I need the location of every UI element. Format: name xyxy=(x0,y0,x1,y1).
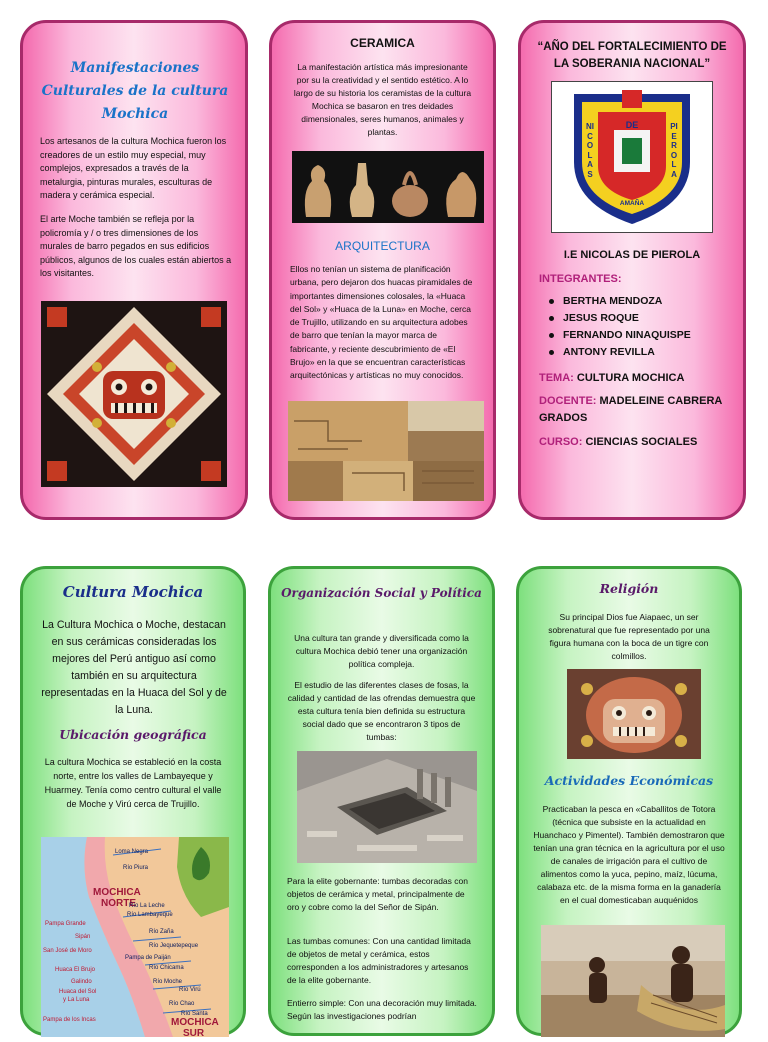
panel-manifestaciones xyxy=(20,20,248,520)
map-label-moche: Río Moche xyxy=(153,979,183,985)
curso-label: CURSO: xyxy=(539,436,583,448)
manifestaciones-title: Manifestaciones Culturales de la cultura Mochica xyxy=(41,60,229,122)
map-label-jequetepeque: Río Jequetepeque xyxy=(149,943,199,949)
map-label-sipan: Sipán xyxy=(75,934,91,940)
actividades-text: Practicaban la pesca en «Caballitos de Totora (técnica que subsiste en la actualidad en Huanchaco y Pimentel). También demostraron que tenían una gran técnica en la agricultura por el uso de canales de irrigación para el cultivo de alimentos como la yuca, pepino, maíz, lúcuma, calabaza etc. de la misma forma en la ganadería en el cual domesticaban auquénidos xyxy=(533,804,725,905)
map-label-chao: Río Chao xyxy=(169,1001,195,1007)
map-label-galindo: Galindo xyxy=(71,979,92,985)
panel-cultura-mochica xyxy=(20,566,246,1039)
member-item: FERNANDO NINAQUISPE xyxy=(539,327,729,344)
school-name: I.E NICOLAS DE PIEROLA xyxy=(563,249,701,261)
mochica-map xyxy=(41,837,229,1037)
religion-title: Religión xyxy=(599,581,659,596)
actividades-title: Actividades Económicas xyxy=(544,773,714,788)
organizacion-text-5: Entierro simple: Con una decoración muy limitada. Según las investigaciones podrían xyxy=(287,998,477,1021)
map-label-sur1: MOCHICA xyxy=(171,1017,219,1028)
tema-value: CULTURA MOCHICA xyxy=(576,372,685,384)
school-crest xyxy=(551,81,713,233)
year-title: “AÑO DEL FORTALECIMIENTO DE LA SOBERANIA NACIONAL” xyxy=(537,41,727,70)
map-label-la-leche: Río La Leche xyxy=(129,903,165,909)
crest-right-text: PIEROLA xyxy=(670,122,678,179)
docente-value: MADELEINE CABRERA GRADOS xyxy=(539,395,722,424)
integrantes-label: INTEGRANTES: xyxy=(539,273,622,285)
member-item: JESUS ROQUE xyxy=(539,310,729,327)
map-label-viru: Río Virú xyxy=(179,987,201,993)
ceramica-text: La manifestación artística más impresionante por su la creatividad y el sentido estético. A lo largo de su historia los ceramistas de la cultura Mochica se basaron en tres deidades dimensionales, seres humanos, animales y plantas. xyxy=(293,62,472,137)
map-label-san-jose: San José de Moro xyxy=(43,948,92,954)
map-label-huaca-brujo: Huaca El Brujo xyxy=(55,967,96,973)
map-label-pampa-incas: Pampa de los Incas xyxy=(43,1017,96,1023)
map-label-norte2: NORTE xyxy=(101,898,136,909)
aiapaec-image xyxy=(567,669,701,759)
organizacion-text-2: El estudio de las diferentes clases de fosas, la calidad y cantidad de las ofrendas demuestra que esta cultura tenía bien definida su estructura social dado que se encontraron 3 tipos de tumbas: xyxy=(287,680,476,742)
map-label-rio-piura: Río Piura xyxy=(123,865,149,871)
arquitectura-title: ARQUITECTURA xyxy=(335,239,430,253)
religion-text: Su principal Dios fue Aiapaec, un ser sobrenatural que fue representado por una figura humana con la boca de un tigre con colmillos. xyxy=(548,612,710,661)
organizacion-text-4: Las tumbas comunes: Con una cantidad limitada de objetos de metal y cerámica, estos corresponden a los administradores y artesanos de la elite gobernante. xyxy=(287,936,471,985)
members-list xyxy=(539,293,729,361)
member-item: ANTONY REVILLA xyxy=(539,344,729,361)
curso-line xyxy=(539,434,731,451)
docente-label: DOCENTE: xyxy=(539,395,597,407)
arquitectura-image xyxy=(288,401,484,501)
ceramica-image xyxy=(292,151,484,223)
curso-value: CIENCIAS SOCIALES xyxy=(585,436,698,448)
map-label-lambayeque: Río Lambayeque xyxy=(127,912,173,918)
crest-left-text: NICOLAS xyxy=(586,122,594,179)
crest-bottom-text: AMAÑA xyxy=(619,200,645,207)
member-item: BERTHA MENDOZA xyxy=(539,293,729,310)
pesca-image xyxy=(541,925,725,1037)
organizacion-text-3: Para la elite gobernante: tumbas decoradas con objetos de cerámica y metal, principalmente de oro y cobre como la del Señor de Sipán. xyxy=(287,876,468,912)
panel-ceramica-arquitectura xyxy=(269,20,496,520)
moche-mural-image xyxy=(41,301,227,487)
tumbas-image xyxy=(297,751,477,863)
cultura-mochica-intro: La Cultura Mochica o Moche, destacan en sus cerámicas consideradas los mejores del Perú antiguo así como también en su arquitectura representadas en la Huaca del Sol y de la Luna. xyxy=(41,619,227,716)
tema-line xyxy=(539,370,731,387)
manifestaciones-para-1: Los artesanos de la cultura Mochica fueron los creadores de un estilo muy especial, muy complejos, expresados a través de la metalurgia, pinturas murales, esculturas de madera y cerámica especial. xyxy=(40,136,227,200)
map-label-santa: Río Santa xyxy=(181,1011,208,1017)
map-label-chicama: Río Chicama xyxy=(149,965,184,971)
ubicacion-text: La cultura Mochica se estableció en la costa norte, entre los valles de Lambayeque y Huarmey. Tenía como centro cultural el valle de Moche y Virú cerca de Trujillo. xyxy=(44,757,222,809)
organizacion-text-1: Una cultura tan grande y diversificada como la cultura Mochica debió tener una organización política compleja. xyxy=(294,633,469,669)
organizacion-title: Organización Social y Política xyxy=(281,586,482,600)
manifestaciones-para-2: El arte Moche también se refleja por la policromía y / o tres dimensiones de los murales de barro pegados en sus edificios públicos, algunos de los cuales están abiertos a los visitantes. xyxy=(40,214,232,278)
map-label-y-luna: y La Luna xyxy=(63,997,90,1003)
map-label-loma-negra: Loma Negra xyxy=(115,849,149,855)
cultura-mochica-title: Cultura Mochica xyxy=(62,583,204,601)
docente-line xyxy=(539,393,731,427)
map-label-pampa-grande: Pampa Grande xyxy=(45,921,86,927)
map-label-zana: Río Zaña xyxy=(149,929,174,935)
panel-religion-economia xyxy=(516,566,742,1036)
crest-top-text: DE xyxy=(625,120,639,130)
ubicacion-title: Ubicación geográfica xyxy=(59,727,207,742)
map-label-norte1: MOCHICA xyxy=(93,887,141,898)
map-label-huaca-sol: Huaca del Sol xyxy=(59,989,97,995)
panel-organizacion xyxy=(268,566,495,1036)
map-label-pampa-paijan: Pampa de Paiján xyxy=(125,955,171,961)
ceramica-title: CERAMICA xyxy=(350,36,415,50)
map-label-sur2: SUR xyxy=(183,1028,205,1039)
arquitectura-text: Ellos no tenían un sistema de planificación urbana, pero dejaron dos huacas piramidales de importantes dimensiones colosales, la «Huaca del Sol» y «Huaca de la Luna» en Moche, cerca de Trujillo, utilizando en su arquitectura adobes de barro que tenían la mayor marca de fabricante, y reciente descubrimiento de «El Brujo» en la que se encuentran características arquitectónicas y artísticas no muy conocidos. xyxy=(290,264,473,381)
panel-portada xyxy=(518,20,746,520)
tema-label: TEMA: xyxy=(539,372,574,384)
